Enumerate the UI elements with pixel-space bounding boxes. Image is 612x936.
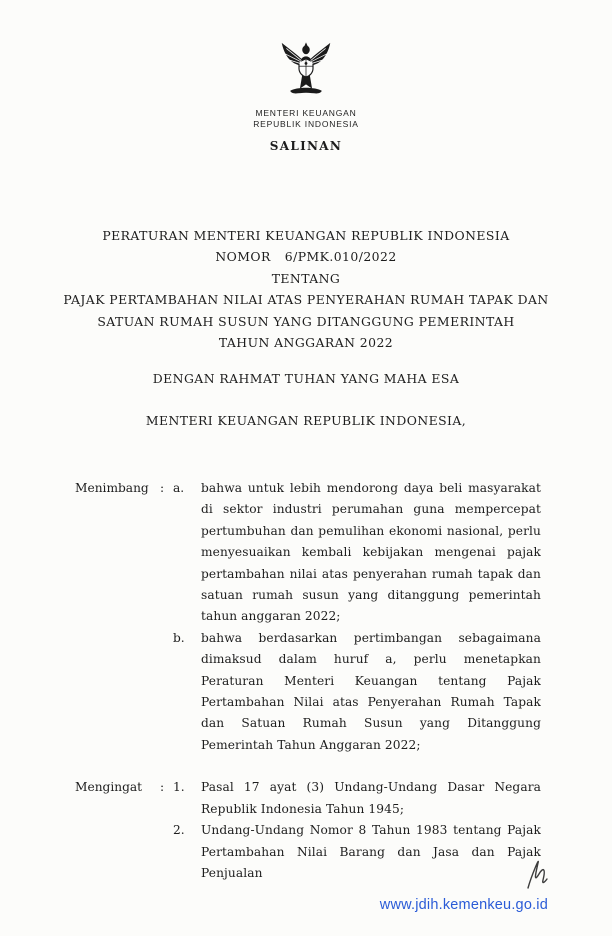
mengingat-item-2 (173, 820, 541, 884)
subject-line-1: PAJAK PERTAMBAHAN NILAI ATAS PENYERAHAN RUMAH TAPAK DAN (63, 292, 549, 308)
subject-line-2: SATUAN RUMAH SUSUN YANG DITANGGUNG PEMERINTAH (97, 313, 515, 329)
ministry-name-line2: REPUBLIK INDONESIA (253, 119, 359, 129)
menimbang-colon: : (160, 481, 165, 495)
item-marker: 2. (173, 823, 185, 838)
menimbang-section (75, 478, 541, 756)
item-text: bahwa untuk lebih mendorong daya beli masyarakat di sektor industri perumahan guna mempercepat pertumbuhan dan pemulihan ekonomi nasional, perlu menyesuaikan kembali kebijakan mengenai pajak pertambahan nilai atas penyerahan rumah tapak dan satuan rumah susun yang ditanggung pemerintah tahun anggaran 2022; (201, 481, 541, 624)
regulation-title-block (36, 225, 576, 353)
preamble (75, 478, 541, 884)
letterhead (0, 36, 612, 153)
authority-line: MENTERI KEUANGAN REPUBLIK INDONESIA, (145, 413, 467, 428)
mengingat-label: Mengingat (75, 780, 143, 795)
tentang-label: TENTANG (271, 270, 341, 286)
item-text: Undang-Undang Nomor 8 Tahun 1983 tentang Pajak Pertambahan Nilai Barang dan Jasa dan Pajak Penjualan (201, 823, 541, 880)
copy-stamp-label: SALINAN (269, 139, 343, 153)
item-marker: 1. (173, 780, 185, 795)
menimbang-items (173, 478, 541, 756)
subject-line-3: TAHUN ANGGARAN 2022 (218, 335, 394, 351)
mengingat-section (75, 777, 541, 884)
item-marker: a. (173, 481, 185, 495)
mengingat-items (173, 777, 541, 884)
nomor-value: 6/PMK.010/2022 (284, 249, 397, 265)
item-text: bahwa berdasarkan pertimbangan sebagaimana dimaksud dalam huruf a, perlu menetapkan Peraturan Menteri Keuangan tentang Pajak Pertambahan Nilai atas Penyerahan Rumah Tapak dan Satuan Rumah Susun yang Ditanggung Pemerintah Tahun Anggaran 2022; (201, 630, 541, 752)
signature-initial-icon (524, 850, 550, 898)
mengingat-item-1 (173, 777, 541, 820)
mengingat-colon: : (160, 780, 165, 795)
invocation-line: DENGAN RAHMAT TUHAN YANG MAHA ESA (152, 371, 460, 386)
menimbang-label: Menimbang (75, 481, 149, 495)
item-marker: b. (173, 630, 185, 645)
menimbang-item-a (173, 478, 541, 628)
garuda-pancasila-icon (0, 36, 612, 102)
regulation-number-line (36, 246, 576, 267)
ministry-name-line1: MENTERI KEUANGAN (255, 108, 357, 118)
item-text: Pasal 17 ayat (3) Undang-Undang Dasar Negara Republik Indonesia Tahun 1945; (201, 780, 541, 816)
footer-link[interactable]: www.jdih.kemenkeu.go.id (379, 897, 548, 913)
regulation-heading: PERATURAN MENTERI KEUANGAN REPUBLIK INDONESIA (102, 228, 510, 243)
nomor-label: NOMOR (215, 249, 271, 265)
menimbang-item-b (173, 628, 541, 756)
